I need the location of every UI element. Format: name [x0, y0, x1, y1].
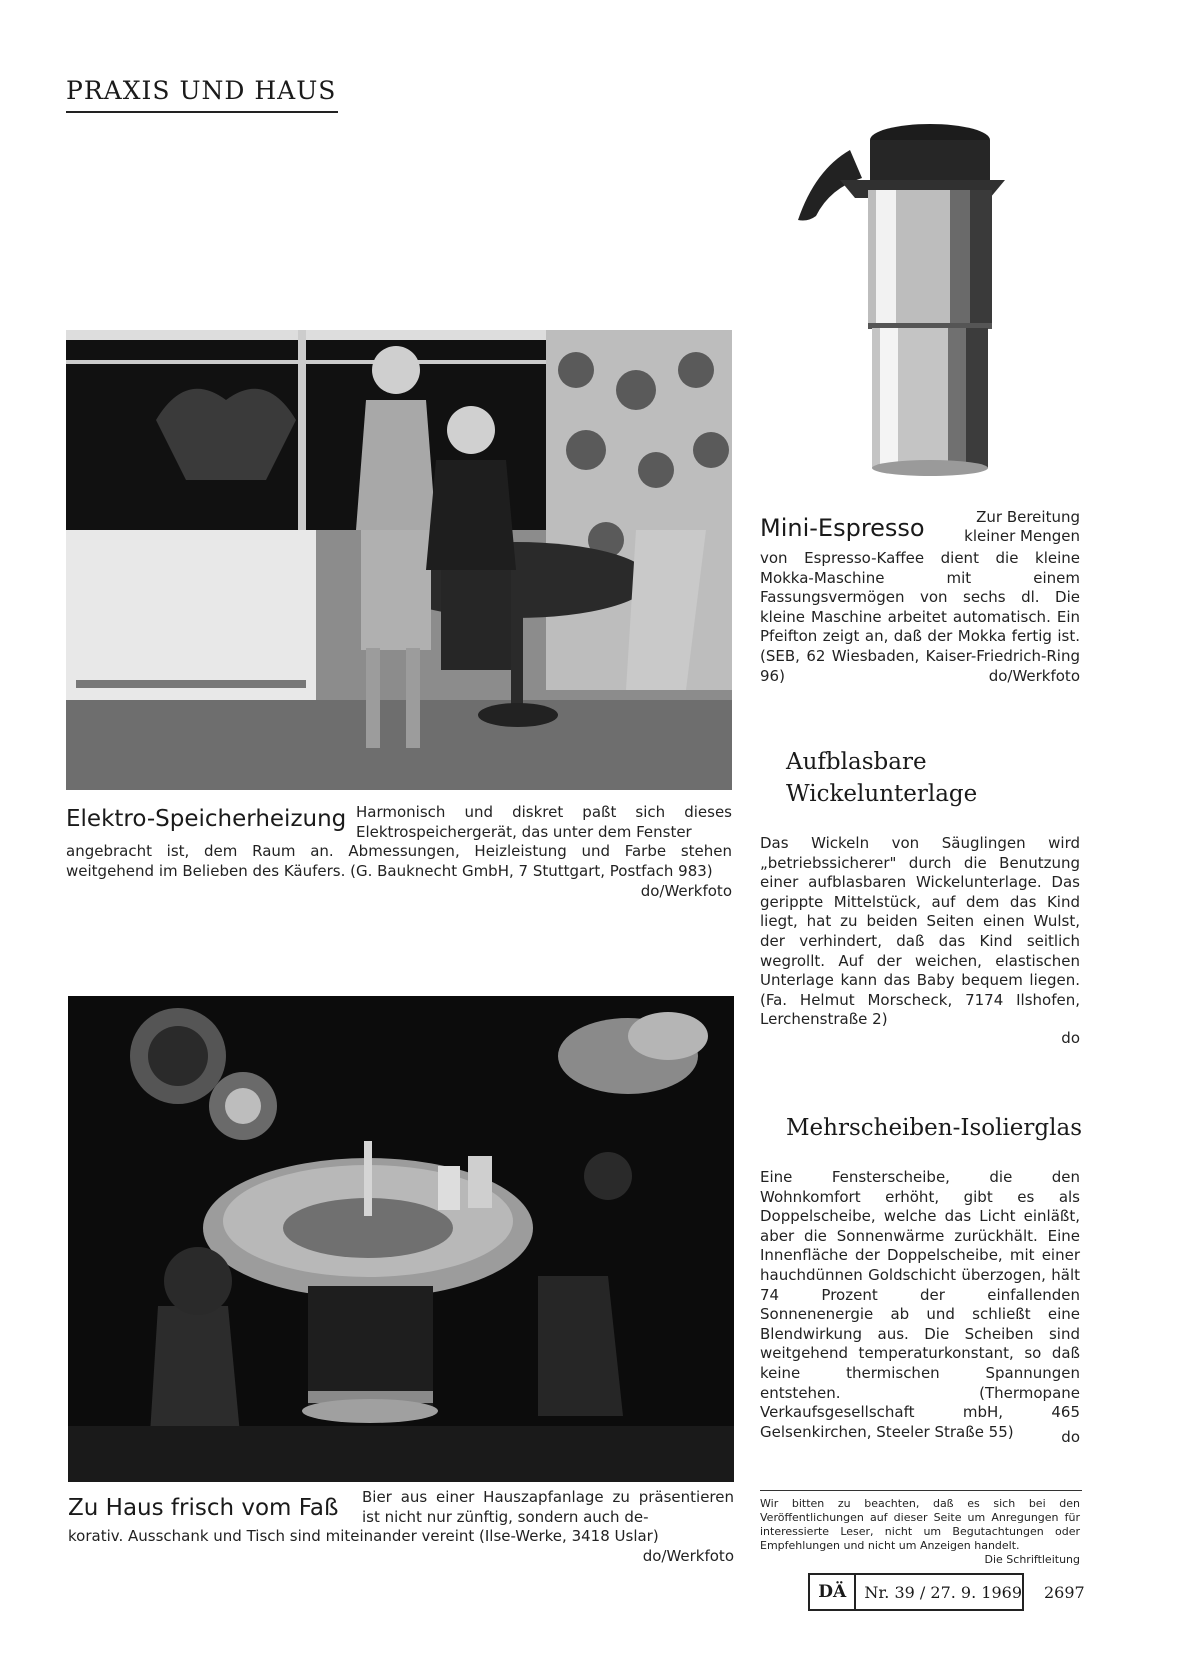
tap-text: korativ. Ausschank und Tisch sind miteinander vereint (Ilse-Werke, 3418 Uslar) — [68, 1527, 659, 1545]
tap-heading: Zu Haus frisch vom Faß — [68, 1495, 339, 1521]
section-rule — [66, 111, 338, 113]
section-title: PRAXIS UND HAUS — [66, 76, 337, 105]
page-number: 2697 — [1044, 1583, 1085, 1602]
notice-text: Wir bitten zu beachten, daß es sich bei den Veröffentlichungen auf dieser Seite um Anregungen für interessierte Leser, nicht um Begutachtungen oder Empfehlungen und nicht um Anzeigen handelt. — [760, 1497, 1080, 1552]
changing-mat-title-line2: Wickelunterlage — [786, 781, 978, 807]
espresso-heading: Mini-Espresso — [760, 514, 925, 542]
notice-signature: Die Schriftleitung — [984, 1553, 1080, 1566]
tap-credit: do/Werkfoto — [642, 1547, 734, 1565]
heater-heading: Elektro-Speicherheizung — [66, 806, 347, 832]
editorial-notice — [760, 1497, 1080, 1567]
changing-mat-text: Das Wickeln von Säuglingen wird „betriebssicherer" durch die Benutzung einer aufblasbaren Wickelunterlage. Das gerippte Mittelstück, auf dem das Kind liegt, hat zu beiden Seiten einen Wulst, der verhindert, daß das Kind seitlich wegrollt. Auf der weichen, elastischen Unterlage kann das Baby bequem liegen. (Fa. Helmut Morscheck, 7174 Ilshofen, Lerchenstraße 2) — [760, 834, 1080, 1029]
glass-title: Mehrscheiben-Isolierglas — [786, 1115, 1083, 1141]
tap-lead: Bier aus einer Hauszapfanlage zu präsentieren ist nicht nur zünftig, sondern auch de- — [362, 1488, 734, 1526]
changing-mat-title-line1: Aufblasbare — [786, 749, 927, 775]
glass-text: Eine Fensterscheibe, die den Wohnkomfort erhöht, gibt es als Doppelscheibe, welche das Licht einläßt, aber die Sonnenwärme zurückhält. Eine Innenfläche der Doppelscheibe, mit einer hauchdünnen Goldschicht überzogen, hält 74 Prozent der einfallenden Sonnenenergie ab und schließt eine Blendwirkung aus. Die Scheiben sind weitgehend temperaturkonstant, so daß keine thermischen Spannungen entstehen. (Thermopane Verkaufsgesellschaft mbH, 465 Gelsenkirchen, Steeler Straße 55) — [760, 1168, 1080, 1441]
beer-tap-table-photo — [68, 996, 734, 1482]
espresso-machine-photo — [780, 110, 1050, 490]
espresso-text: von Espresso-Kaffee dient die kleine Mokka-Maschine mit einem Fassungsvermögen von sechs dl. Die kleine Maschine arbeitet automatisch. Ein Pfeifton zeigt an, daß der Mokka fertig ist. (SEB, 62 Wiesbaden, Kaiser-Friedrich-Ring 96) — [760, 549, 1080, 685]
heater-text: angebracht ist, dem Raum an. Abmessungen, Heizleistung und Farbe stehen weitgehend im Belieben des Käufers. (G. Bauknecht GmbH, 7 Stuttgart, Postfach 983) — [66, 842, 732, 880]
heater-living-room-photo — [66, 330, 732, 790]
heater-lead: Harmonisch und diskret paßt sich dieses Elektrospeichergerät, das unter dem Fenster — [356, 803, 732, 841]
espresso-lead: Zur Bereitung kleiner Mengen — [964, 508, 1080, 545]
issue-info: Nr. 39 / 27. 9. 1969 — [864, 1582, 1022, 1602]
issue-box — [808, 1573, 1024, 1611]
heater-credit: do/Werkfoto — [640, 882, 732, 900]
espresso-credit: do/Werkfoto — [988, 667, 1080, 685]
glass-credit: do — [1061, 1428, 1080, 1446]
changing-mat-credit: do — [1061, 1029, 1080, 1047]
notice-rule — [760, 1490, 1082, 1491]
journal-logo: DÄ — [810, 1575, 856, 1609]
